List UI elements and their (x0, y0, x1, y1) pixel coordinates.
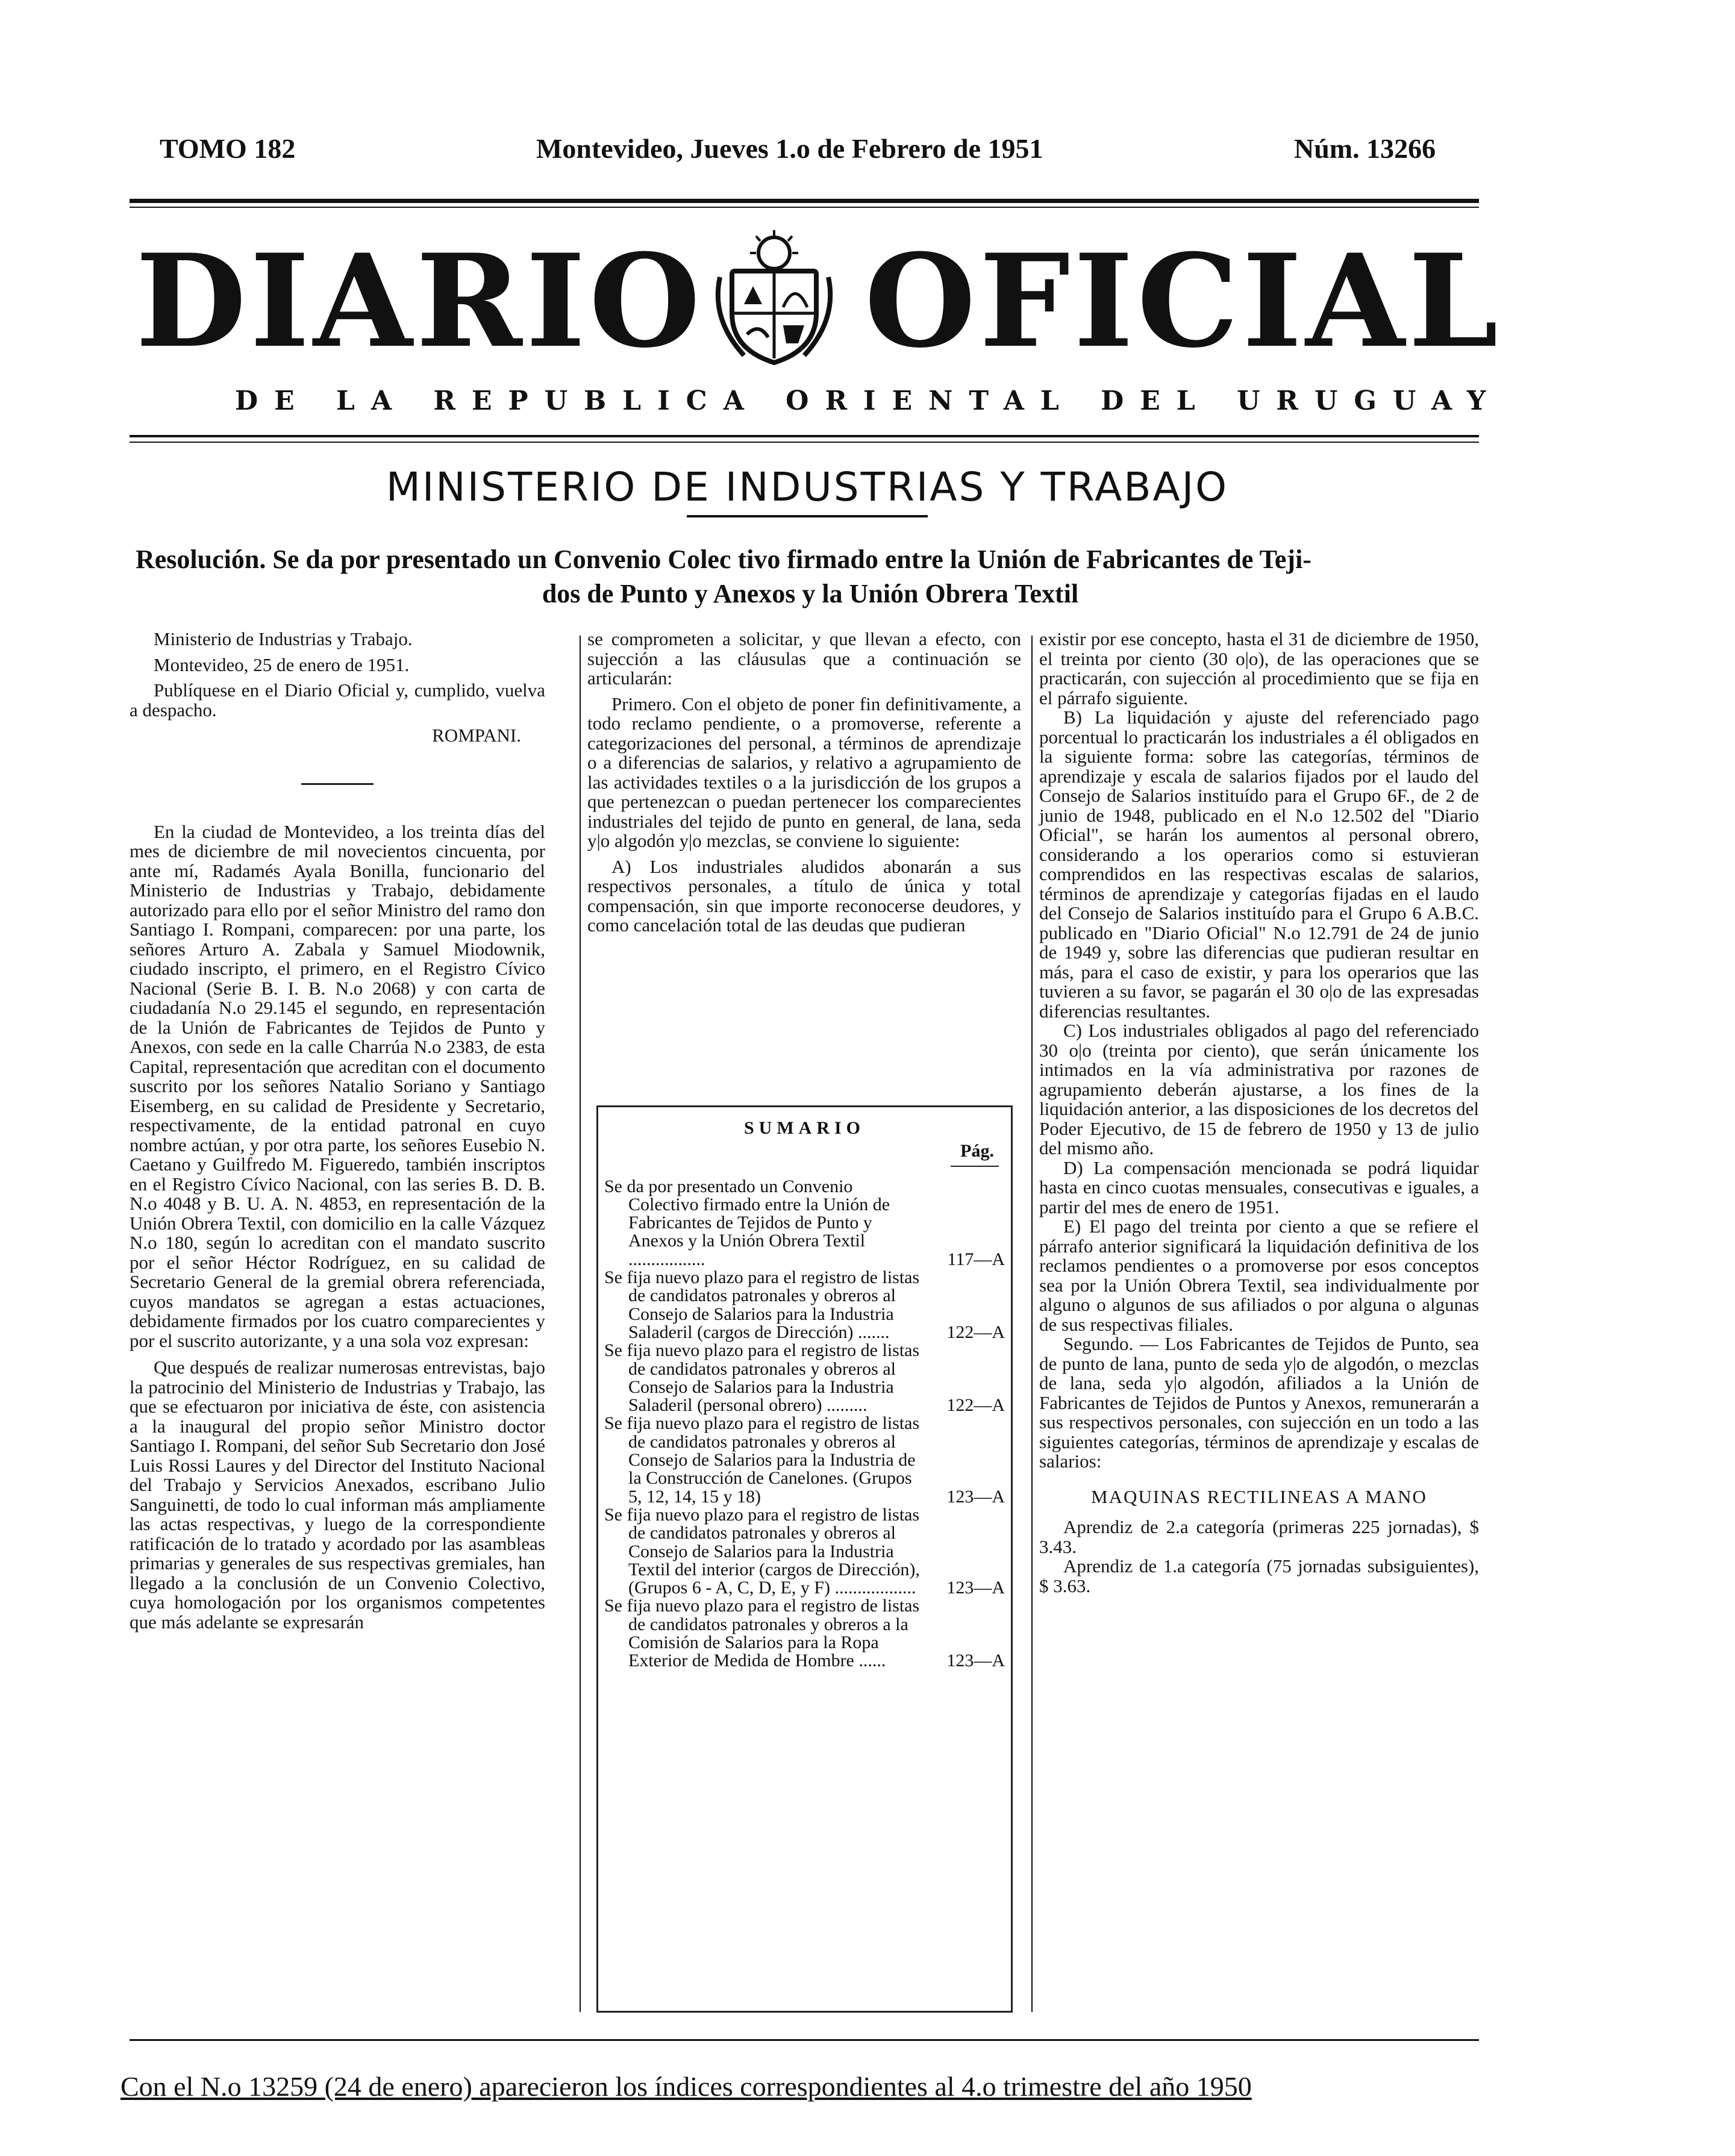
col3-clause-c: C) Los industriales obligados al pago del referenciado 30 o|o (treinta por ciento), que serán únicamente los intimados en la vía administrativa por razones de agrupamiento deberán ajustarse, a los fines de la liquidación anterior, a las disposiciones de los decretos del Poder Ejecutivo, de 15 de febrero de 1950 y 13 de julio del mismo año. (1039, 1020, 1479, 1158)
col3-aprendiz-2: Aprendiz de 2.a categoría (primeras 225 jornadas), $ 3.43. (1039, 1516, 1479, 1557)
resolution-line-1: Resolución. Se da por presentado un Convenio Colec tivo firmado entre la Unión de Fabricantes de Teji- (136, 545, 1311, 574)
sumario-entry-page: 123—A (946, 1486, 1005, 1507)
col3-segundo: Segundo. — Los Fabricantes de Tejidos de Punto, sea de punto de lana, punto de seda y|o de algodón, o mezclas de lana, seda y|o algodón, afiliados a la Unión de Fabricantes de Tejidos de Puntos y Anexos, remunerarán a sus respectivos personales, con sujección en un todo a las siguientes categorías, términos de aprendizaje y escalas de salarios: (1039, 1333, 1479, 1472)
resolution-headline (136, 542, 1485, 611)
sumario-entry-page: 123—A (946, 1578, 1005, 1598)
issue-date: Montevideo, Jueves 1.o de Febrero de 1951 (536, 133, 1043, 164)
col1-date-line: Montevideo, 25 de enero de 1951. (154, 654, 410, 675)
sumario-entry-page: 123—A (946, 1651, 1005, 1671)
masthead-rule-1 (130, 435, 1479, 437)
col1-separator (301, 783, 374, 785)
sumario-entry-text: Se fija nuevo plazo para el registro de listas de candidatos patronales y obreros al Consejo de Salarios para la Industria Saladeril (cargos de Dirección) ....... (604, 1267, 920, 1342)
col3-continuation: existir por ese concepto, hasta el 31 de diciembre de 1950, el treinta por ciento (30 o|o), de las operaciones que se practicarán, con sujección al procedimiento que se fija en el párrafo siguiente. (1039, 628, 1479, 708)
col1-publish-order: Publíquese en el Diario Oficial y, cumplido, vuelva a despacho. (130, 680, 545, 720)
sumario-entry-text: Se fija nuevo plazo para el registro de listas de candidatos patronales y obreros al Consejo de Salarios para la Industria Textil del interior (cargos de Dirección), (Grupos 6 - A, C, D, E, y F) .................. (604, 1504, 920, 1598)
sumario-entry (604, 1269, 1005, 1342)
masthead (136, 226, 1502, 376)
masthead-word-oficial: OFICIAL (864, 226, 1502, 376)
coat-of-arms-emblem (708, 229, 840, 367)
col2-clause-a: A) Los industriales aludidos abonarán a sus respectivos personales, a título de única y total compensación, sin que importe reconocerse deudores, y como cancelación total de las deudas que pudieran (587, 855, 1021, 936)
col1-ministry-line: Ministerio de Industrias y Trabajo. (154, 628, 413, 649)
sumario-entry (604, 1414, 1005, 1505)
sumario-entry-text: Se da por presentado un Convenio Colectivo firmado entre la Unión de Fabricantes de Tejidos de Punto y Anexos y la Unión Obrera Textil ................. (604, 1176, 890, 1269)
issue-number: Núm. 13266 (1294, 133, 1436, 164)
col3-machine-heading: MAQUINAS RECTILINEAS A MANO (1091, 1486, 1427, 1507)
sumario-entry (604, 1178, 1005, 1269)
masthead-subtitle: DE LA REPUBLICA ORIENTAL DEL URUGUAY (235, 386, 1502, 416)
col1-paragraph-entrevistas: Que después de realizar numerosas entrevistas, bajo la patrocinio del Ministerio de Industrias y Trabajo, las que se efectuaron por iniciativa de éste, con asistencia a la inaugural del propio señor Ministro doctor Santiago I. Rompani, del señor Sub Secretario don José Luis Rossi Laures y del Director del Instituto Nacional del Trabajo y Servicios Anexados, escribano Julio Sanguinetti, de todo lo cual informan más ampliamente las actas respectivas, y luego de la correspondiente ratificación de lo tratado y acordado por las asambleas primarias y generales de sus respectivas gremiales, han llegado a la conclusión de un Convenio Colectivo, cuya homologación por los organismos competentes que más adelante se expresarán (130, 1357, 545, 1633)
footer-rule (130, 2039, 1479, 2041)
sumario-box (596, 1105, 1013, 2013)
sumario-entry-page: 122—A (946, 1395, 1005, 1416)
sumario-title: SUMARIO (743, 1118, 865, 1138)
col1-signature: ROMPANI. (432, 725, 521, 746)
sumario-entry (604, 1506, 1005, 1597)
col2-primero: Primero. Con el objeto de poner fin definitivamente, a todo reclamo pendiente, o a promoverse, referente a categorizaciones del personal, a términos de aprendizaje o a diferencias de salarios, y relativo a agrupamiento de las actividades textiles o a la jurisdicción de los grupos a que pertenezcan o puedan pertenecer los comparecientes industriales del tejido de punto en general, de lana, seda y|o algodón y|o mezclas, se conviene lo siguiente: (587, 693, 1021, 851)
sumario-entry (604, 1342, 1005, 1414)
header-rule-thick (130, 199, 1479, 203)
sumario-entry-page: 117—A (947, 1249, 1005, 1269)
column-1 (130, 630, 545, 1632)
col2-clauses-intro: se comprometen a solicitar, y que llevan a efecto, con sujección a las cláusulas que a continuación se articularán: (587, 628, 1021, 689)
col3-clause-e: E) El pago del treinta por ciento a que se refiere el párrafo anterior significará la liquidación definitiva de los reclamos pendientes o a promoverse por esos conceptos sea por la Unión Obrera Textil, sea individualmente por alguno o algunos de sus afiliados o por alguna o algunas de sus respectivas filiales. (1039, 1216, 1479, 1335)
masthead-rule-2 (130, 442, 1479, 443)
header-rule-thin (130, 207, 1479, 208)
footer-notice: Con el N.o 13259 (24 de enero) aparecieron los índices correspondientes al 4.o trimestre del año 1950 (120, 2071, 1252, 2102)
col3-clause-b: B) La liquidación y ajuste del referenciado pago porcentual lo practicarán los industriales a él obligados en la siguiente forma: sobre las categorías, términos de aprendizaje y escala de salarios fijados por el laudo del Consejo de Salarios instituído para el Grupo 6F., de 2 de junio de 1948, publicado en el N.o 12.502 del "Diario Oficial", se harán los aumentos al personal obrero, considerando a los operarios como si estuvieran comprendidos en las respectivas escalas de salarios, términos de aprendizaje y categorías fijadas en el laudo del Consejo de Salarios instituído para el Grupo 6 A.B.C. publicado en "Diario Oficial" N.o 12.791 de 24 de junio de 1949 y, sobre las diferencias que pudieran resultar en más, para el caso de existir, y para los operarios que las tuvieren a su favor, se pagarán el 30 o|o de las expresadas diferencias resultantes. (1039, 707, 1479, 1022)
column-3 (1039, 630, 1479, 1596)
column-2 (587, 630, 1021, 936)
col3-clause-d: D) La compensación mencionada se podrá liquidar hasta en cinco cuotas mensuales, consecutivas e iguales, a partir del mes de enero de 1951. (1039, 1157, 1479, 1217)
sumario-entry-page: 122—A (946, 1322, 1005, 1342)
resolution-line-2: dos de Punto y Anexos y la Unión Obrera Textil (542, 579, 1079, 608)
sumario-entry-text: Se fija nuevo plazo para el registro de listas de candidatos patronales y obreros al Consejo de Salarios para la Industria de la Construcción de Canelones. (Grupos 5, 12, 14, 15 y 18) (604, 1413, 920, 1507)
col1-paragraph-comparecen: En la ciudad de Montevideo, a los treinta días del mes de diciembre de mil novecientos cincuenta, por ante mí, Radamés Ayala Bonilla, funcionario del Ministerio de Industrias y Trabajo, debidamente autorizado para ello por el señor Ministro del ramo don Santiago I. Rompani, comparecen: por una parte, los señores Arturo A. Zabala y Samuel Miodownik, ciudado inscripto, el primero, en el Registro Cívico Nacional (Serie B. I. B. N.o 2068) y con carta de ciudadanía N.o 29.145 el segundo, en representación de la Unión de Fabricantes de Tejidos de Punto y Anexos, con sede en la calle Charrúa N.o 2383, de esta Capital, representación que acreditan con el documento suscrito por los señores Natalio Soriano y Santiago Eisemberg, en su calidad de Presidente y Secretario, respectivamente, de la entidad patronal en cuyo nombre actúan, y por otra parte, los señores Eusebio N. Caetano y Guilfredo M. Figueredo, también inscriptos en el Registro Cívico Nacional, con las series B. D. B. N.o 4048 y B. U. A. N. 4853, en representación de la Unión Obrera Textil, con domicilio en la calle Vázquez N.o 180, según lo acreditan con el mandato suscrito por el señor Héctor Rodríguez, en su calidad de Secretario General de la gremial obrera referenciada, cuyos mandatos se agregan a estas actuaciones, debidamente firmados por los cuatro comparecientes y por el suscrito autorizante, y a una sola voz expresan: (130, 820, 545, 1351)
sumario-entry-text: Se fija nuevo plazo para el registro de listas de candidatos patronales y obreros al Consejo de Salarios para la Industria Saladeril (personal obrero) ......... (604, 1340, 920, 1416)
tomo-label: TOMO 182 (160, 133, 296, 164)
masthead-word-diario: DIARIO (136, 226, 704, 376)
sumario-entry (604, 1597, 1005, 1670)
sumario-page-rule (951, 1166, 999, 1167)
ministry-title: MINISTERIO DE INDUSTRIAS Y TRABAJO (386, 464, 1229, 510)
sumario-entry-text: Se fija nuevo plazo para el registro de listas de candidatos patronales y obreros a la Comisión de Salarios para la Ropa Exterior de Medida de Hombre ...... (604, 1596, 920, 1671)
sumario-page-header: Pág. (960, 1141, 994, 1161)
column-divider-2 (1031, 636, 1033, 2012)
ministry-underline (687, 515, 928, 517)
col3-aprendiz-1: Aprendiz de 1.a categoría (75 jornadas subsiguientes), $ 3.63. (1039, 1555, 1479, 1596)
column-divider-1 (580, 636, 581, 2012)
